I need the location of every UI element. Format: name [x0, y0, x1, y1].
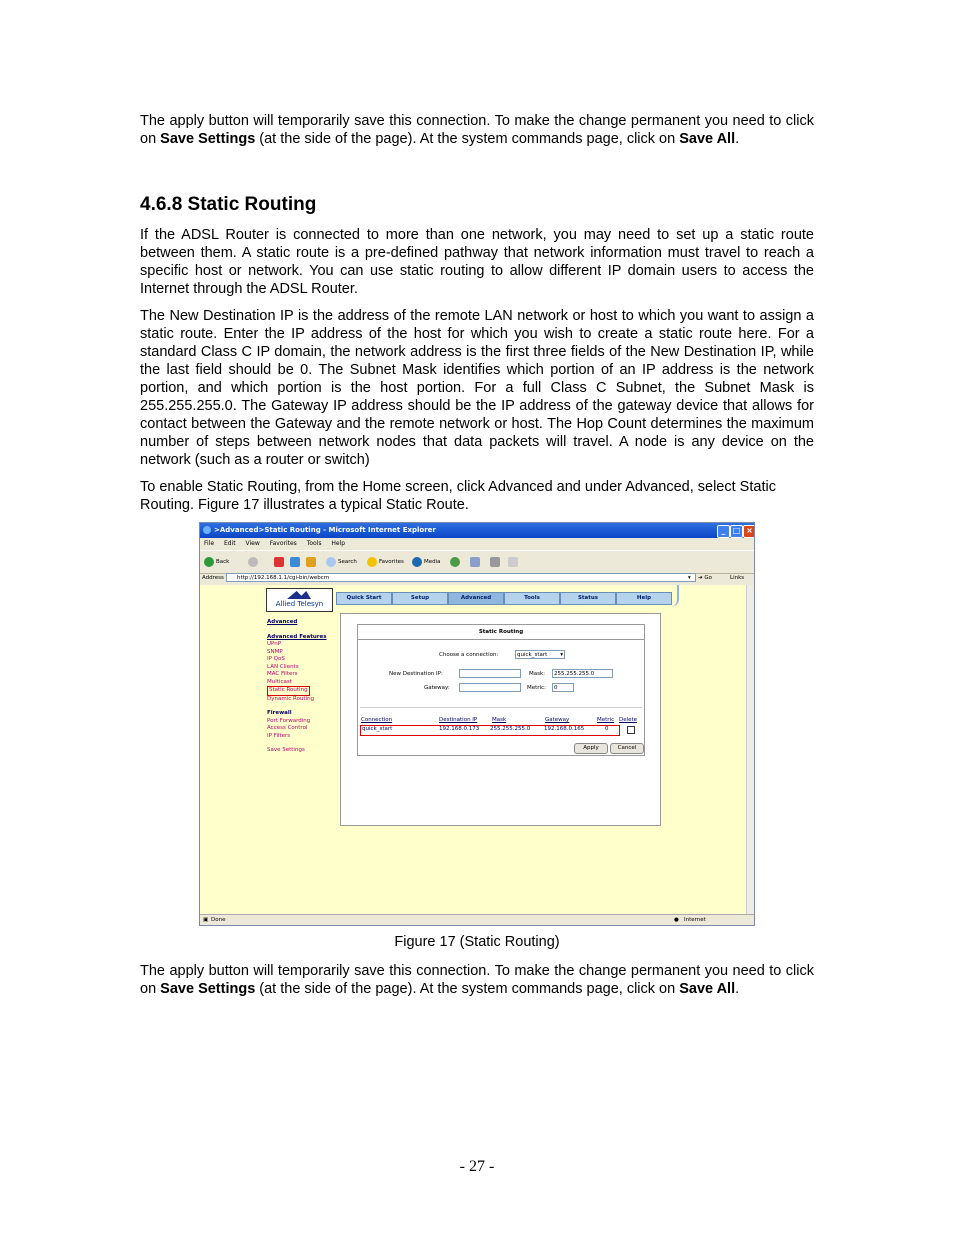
save-settings-bold: Save Settings [160, 131, 256, 147]
sidebar-item-upnp[interactable]: UPnP [267, 641, 282, 647]
links-label[interactable]: Links [730, 575, 745, 581]
metric-value: 0 [554, 685, 558, 691]
close-button[interactable]: × [743, 525, 755, 538]
history-icon [450, 557, 460, 567]
sidebar-advanced-link[interactable]: Advanced [267, 619, 298, 625]
window-title: >Advanced>Static Routing - Microsoft Internet Explorer [214, 526, 436, 534]
page-number: - 27 - [459, 1158, 495, 1175]
column-connection[interactable]: Connection [361, 717, 393, 723]
nav-curve-decoration [669, 585, 679, 607]
media-label: Media [424, 559, 441, 565]
tab-setup[interactable]: Setup [392, 592, 448, 605]
status-text: Done [211, 917, 226, 923]
menu-view[interactable]: View [245, 540, 260, 547]
para-text: (at the side of the page). At the system commands page, click on [255, 131, 680, 147]
save-settings-bold: Save Settings [160, 981, 256, 997]
para-text: The apply button will temporarily save this connection. To make the change permanent you need to click on [140, 113, 814, 147]
tab-tools[interactable]: Tools [504, 592, 560, 605]
para-text: The apply button will temporarily save this connection. To make the change permanent you need to click on [140, 963, 814, 997]
destination-ip-input[interactable] [459, 669, 521, 678]
static-routing-screenshot [199, 522, 755, 926]
para-text: (at the side of the page). At the system commands page, click on [255, 981, 680, 997]
mask-value: 255.255.255.0 [554, 671, 595, 677]
closing-paragraph [140, 962, 814, 998]
minimize-button[interactable]: _ [717, 525, 730, 538]
sidebar-item-ip-qos[interactable]: IP QoS [267, 656, 285, 662]
destination-explanation: The New Destination IP is the address of the remote LAN network or host to which you want to assign a static route. Enter the IP address of the host for which you wish to create a static route here. For a standard Class C IP domain, the network address is the first three fields of the New Destination IP, while the last field should be 0. The Subnet Mask identifies which portion of an IP address is the network portion, and which portion is the host portion. For a full Class C Subnet, the Subnet Mask is 255.255.255.0. The Gateway IP address should be the IP address of the gateway device that allows for contact between the Gateway and the remote network or host. The Hop Count determines the maximum number of steps between network nodes that data packets will travel. A node is any device on the network (such as a router or switch) [140, 308, 814, 468]
sidebar-firewall-header: Firewall [267, 710, 292, 716]
edit-icon [508, 557, 518, 567]
status-bar [200, 914, 754, 926]
column-metric[interactable]: Metric [597, 717, 615, 723]
destination-ip-label: New Destination IP: [389, 671, 443, 677]
go-label: Go [704, 575, 712, 581]
tab-status[interactable]: Status [560, 592, 616, 605]
apply-button[interactable]: Apply [574, 743, 608, 754]
gateway-label: Gateway: [424, 685, 450, 691]
sidebar-item-multicast[interactable]: Multicast [267, 678, 292, 685]
divider [360, 707, 642, 708]
save-all-bold: Save All [679, 131, 736, 147]
sidebar-item-ip-filters[interactable]: IP Filters [267, 732, 291, 739]
tab-quick-start[interactable]: Quick Start [336, 592, 392, 605]
column-delete[interactable]: Delete [619, 717, 638, 723]
back-icon [204, 557, 214, 567]
window-titlebar [200, 523, 754, 538]
menu-file[interactable]: File [204, 540, 215, 547]
chevron-down-icon: ▾ [560, 652, 563, 658]
cell-gateway: 192.168.0.165 [544, 726, 585, 732]
browser-toolbar [200, 550, 754, 574]
sidebar-item-snmp[interactable]: SNMP [267, 648, 283, 655]
logo-mark-icon [287, 591, 311, 599]
favorites-label: Favorites [379, 559, 404, 565]
cell-connection: quick_start [362, 726, 393, 732]
cell-mask: 255.255.255.0 [490, 726, 531, 732]
form-title: Static Routing [358, 625, 644, 640]
mail-icon [470, 557, 480, 567]
tab-help[interactable]: Help [616, 592, 672, 605]
mail-button[interactable] [470, 551, 480, 573]
search-button[interactable] [326, 551, 357, 573]
dropdown-arrow-icon[interactable]: ▾ [688, 575, 691, 581]
static-routing-form [357, 624, 645, 756]
main-panel [340, 613, 661, 826]
column-mask[interactable]: Mask [492, 717, 507, 723]
cell-destination-ip: 192.168.0.173 [439, 726, 480, 732]
page-done-icon: ▣ [203, 917, 209, 923]
sidebar-item-mac-filters[interactable]: MAC Filters [267, 671, 298, 677]
para-text: . [735, 131, 740, 147]
metric-input[interactable] [552, 683, 574, 692]
forward-icon [248, 557, 258, 567]
search-label: Search [338, 559, 357, 565]
print-icon [490, 557, 500, 567]
back-label: Back [216, 559, 230, 565]
logo-text: Allied Telesyn [275, 600, 324, 608]
sidebar-save-settings[interactable]: Save Settings [267, 747, 305, 753]
save-all-bold: Save All [679, 981, 736, 997]
delete-checkbox[interactable] [627, 726, 635, 734]
gateway-input[interactable] [459, 683, 521, 692]
menu-bar [200, 538, 754, 549]
connection-select[interactable] [515, 650, 565, 659]
cancel-button[interactable]: Cancel [610, 743, 644, 754]
section-heading: 4.6.8 Static Routing [140, 194, 317, 215]
ie-icon [203, 526, 211, 534]
forward-button[interactable] [248, 551, 258, 573]
sidebar-item-access-control[interactable]: Access Control [267, 725, 308, 731]
media-button[interactable] [412, 551, 441, 573]
url-field[interactable] [226, 573, 696, 582]
address-bar [200, 572, 754, 584]
allied-telesyn-logo [266, 588, 333, 612]
favorites-button[interactable] [367, 551, 404, 573]
maximize-button[interactable]: □ [730, 525, 743, 538]
static-route-intro: If the ADSL Router is connected to more than one network, you may need to set up a static route between them. A static route is a pre-defined pathway that network information must travel to reach a specific host or network. You can use static routing to allow different IP domain users to access the Internet through the ADSL Router. [140, 227, 814, 297]
menu-favorites[interactable]: Favorites [269, 540, 297, 547]
menu-edit[interactable]: Edit [223, 540, 236, 547]
print-button[interactable] [490, 551, 500, 573]
menu-help[interactable]: Help [331, 540, 346, 547]
back-button[interactable] [204, 551, 229, 573]
sidebar-item-lan-clients[interactable]: LAN Clients [267, 663, 299, 670]
stop-button[interactable] [274, 551, 284, 573]
address-label: Address [202, 575, 224, 581]
column-gateway[interactable]: Gateway [545, 717, 570, 723]
column-destination-ip[interactable]: Destination IP [439, 717, 478, 723]
menu-tools[interactable]: Tools [306, 540, 322, 547]
figure-caption: Figure 17 (Static Routing) [394, 934, 560, 950]
page-content [200, 585, 746, 914]
sidebar-nav [267, 619, 327, 755]
metric-label: Metric: [527, 685, 546, 691]
refresh-icon [290, 557, 300, 567]
enable-instructions: To enable Static Routing, from the Home screen, click Advanced and under Advanced, select Static Routing. Figure 17 illustrates a typical Static Route. [140, 479, 776, 513]
media-icon [412, 557, 422, 567]
intro-paragraph [140, 112, 814, 148]
cell-metric: 0 [605, 726, 609, 732]
stop-icon [274, 557, 284, 567]
sidebar-item-port-forwarding[interactable]: Port Forwarding [267, 717, 311, 724]
refresh-button[interactable] [290, 551, 300, 573]
sidebar-item-dynamic-routing[interactable]: Dynamic Routing [267, 695, 315, 702]
edit-button[interactable] [508, 551, 518, 573]
star-icon [367, 557, 377, 567]
mask-input[interactable] [552, 669, 613, 678]
history-button[interactable] [450, 551, 460, 573]
connection-select-value: quick_start [517, 652, 548, 658]
main-nav-tabs [336, 592, 672, 605]
tab-advanced[interactable]: Advanced [448, 592, 504, 605]
globe-icon: ● [674, 917, 679, 923]
go-button[interactable]: ➔ Go [698, 575, 712, 581]
zone-text: Internet [684, 917, 706, 923]
url-text: http://192.168.1.1/cgi-bin/webcm [237, 575, 330, 581]
sidebar-item-static-routing[interactable]: Static Routing [267, 686, 310, 696]
sidebar-features-header[interactable]: Advanced Features [267, 633, 327, 640]
vertical-scrollbar[interactable] [746, 585, 755, 914]
choose-connection-label: Choose a connection: [439, 652, 499, 658]
mask-label: Mask: [529, 671, 546, 677]
home-icon [306, 557, 316, 567]
home-button[interactable] [306, 551, 316, 573]
para-text: . [735, 981, 740, 997]
search-icon [326, 557, 336, 567]
